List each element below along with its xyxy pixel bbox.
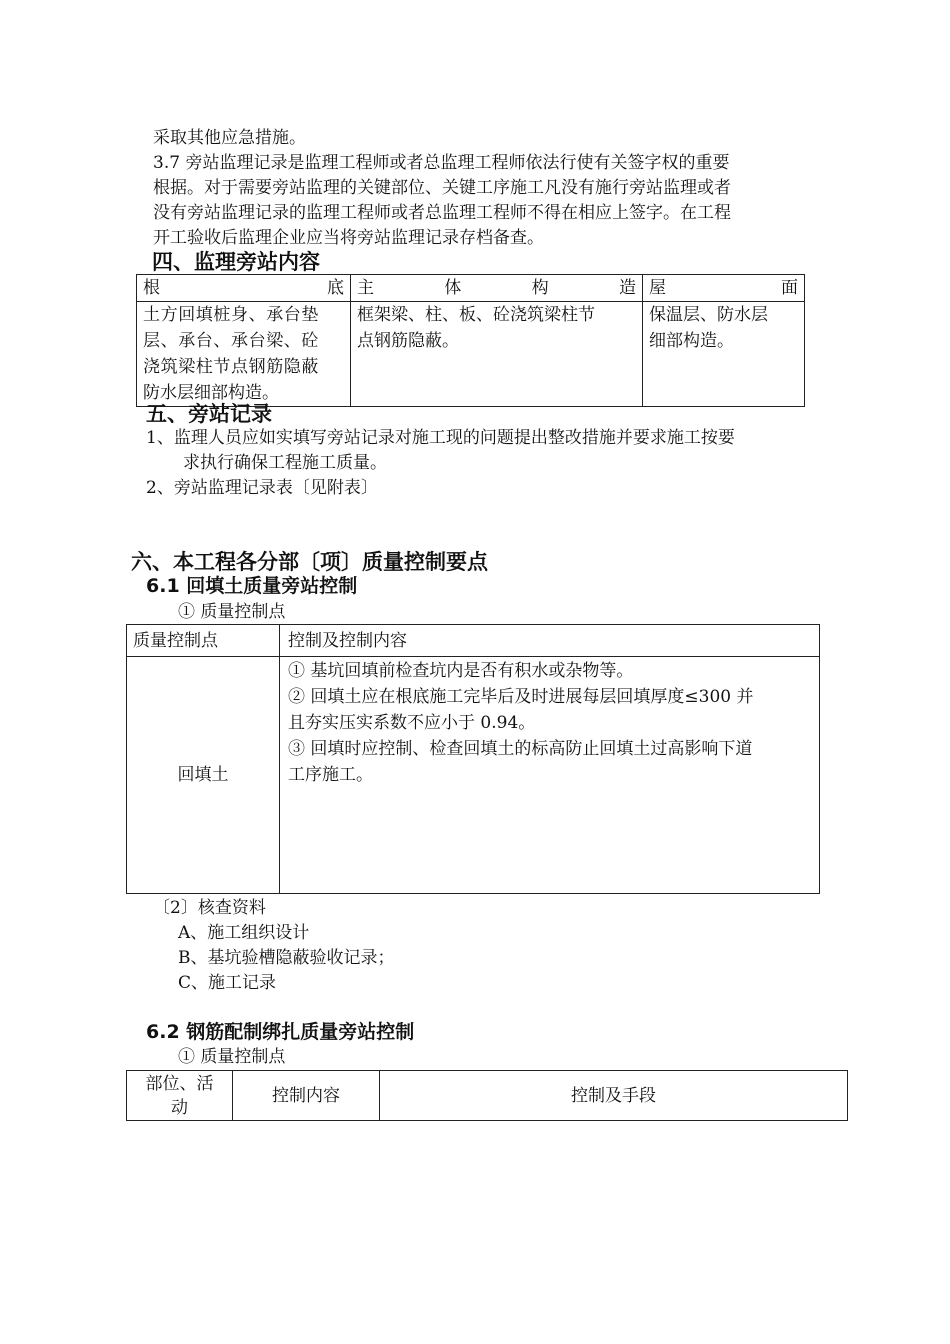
- intro-line-3: 根据。对于需要旁站监理的关键部位、关键工序施工凡没有施行旁站监理或者: [153, 178, 731, 198]
- cell-roof: [643, 302, 805, 407]
- cell-main-structure: [351, 302, 643, 407]
- check-item-b: B、基坑验槽隐蔽验收记录；: [178, 948, 395, 968]
- header-roof: [643, 275, 805, 302]
- header-char: 根: [143, 278, 160, 298]
- header-main-structure: [351, 275, 643, 302]
- table-row: [127, 657, 820, 894]
- table-header-row: [127, 1071, 848, 1121]
- section-4-title: 四、监理旁站内容: [152, 250, 320, 274]
- section-6-title: 六、本工程各分部〔项〕质量控制要点: [131, 550, 488, 574]
- intro-line-2: 3.7 旁站监理记录是监理工程师或者总监理工程师依法行使有关签字权的重要: [153, 153, 730, 173]
- check-item-a: A、施工组织设计: [178, 923, 310, 943]
- section-5-item-1: 1、监理人员应如实填写旁站记录对施工现的问题提出整改措施并要求施工按要: [146, 428, 735, 448]
- section-6-2-title: 6.2 钢筋配制绑扎质量旁站控制: [146, 1021, 415, 1043]
- content-line: ② 回填土应在根底施工完毕后及时进展每层回填厚度≤300 并: [288, 687, 754, 707]
- cell-line: 土方回填桩身、承台垫: [143, 305, 319, 325]
- table-header-row: [137, 275, 805, 302]
- header-char: 屋: [649, 278, 666, 298]
- row-label-backfill: 回填土: [127, 657, 280, 894]
- header-char: 体: [444, 278, 462, 298]
- section-4-table: [136, 274, 805, 407]
- content-line: ① 基坑回填前检查坑内是否有积水或杂物等。: [288, 661, 634, 681]
- table-header-row: [127, 625, 820, 657]
- content-line: 工序施工。: [288, 765, 373, 785]
- table-row: [137, 302, 805, 407]
- header-char: 底: [327, 278, 344, 298]
- backfill-control-content: [280, 657, 820, 894]
- section-5-item-2: 2、旁站监理记录表〔见附表〕: [146, 478, 378, 498]
- header-control-content: 控制及控制内容: [280, 625, 820, 657]
- backfill-table: [126, 624, 820, 894]
- quality-point-label-2: ① 质量控制点: [178, 1047, 286, 1067]
- cell-line: 浇筑梁柱节点钢筋隐蔽: [143, 357, 319, 377]
- section-5-title: 五、旁站记录: [146, 402, 272, 426]
- cell-line: 保温层、防水层: [649, 305, 768, 325]
- header-char: 主: [357, 278, 374, 298]
- header-line: 动: [171, 1097, 188, 1118]
- header-part-activity: [127, 1071, 233, 1121]
- rebar-table: [126, 1070, 848, 1121]
- cell-line: 层、承台、承台梁、砼: [143, 331, 319, 351]
- header-control-content: 控制内容: [233, 1071, 380, 1121]
- section-5-item-1-cont: 求执行确保工程施工质量。: [183, 453, 387, 473]
- header-char: 构: [531, 278, 549, 298]
- header-control-point: 质量控制点: [127, 625, 280, 657]
- content-line: ③ 回填时应控制、检查回填土的标高防止回填土过高影响下道: [288, 739, 753, 759]
- intro-line-1: 采取其他应急措施。: [153, 128, 306, 148]
- cell-line: 细部构造。: [649, 331, 734, 351]
- header-foundation: [137, 275, 351, 302]
- header-char: 面: [781, 278, 798, 298]
- header-control-means: 控制及手段: [380, 1071, 848, 1121]
- cell-line: 框架梁、柱、板、砼浇筑梁柱节: [357, 305, 595, 325]
- cell-line: 点钢筋隐蔽。: [357, 331, 459, 351]
- header-line: 部位、活: [145, 1073, 214, 1094]
- quality-point-label: ① 质量控制点: [178, 602, 286, 622]
- intro-line-4: 没有旁站监理记录的监理工程师或者总监理工程师不得在相应上签字。在工程: [153, 203, 731, 223]
- intro-line-5: 开工验收后监理企业应当将旁站监理记录存档备查。: [153, 228, 544, 248]
- content-line: 且夯实压实系数不应小于 0.94。: [288, 713, 536, 733]
- check-materials-title: 〔2〕核查资料: [153, 898, 266, 918]
- check-item-c: C、施工记录: [178, 973, 277, 993]
- cell-foundation: [137, 302, 351, 407]
- header-char: 造: [618, 278, 636, 298]
- cell-line: 防水层细部构造。: [143, 383, 279, 403]
- section-6-1-title: 6.1 回填土质量旁站控制: [146, 575, 358, 597]
